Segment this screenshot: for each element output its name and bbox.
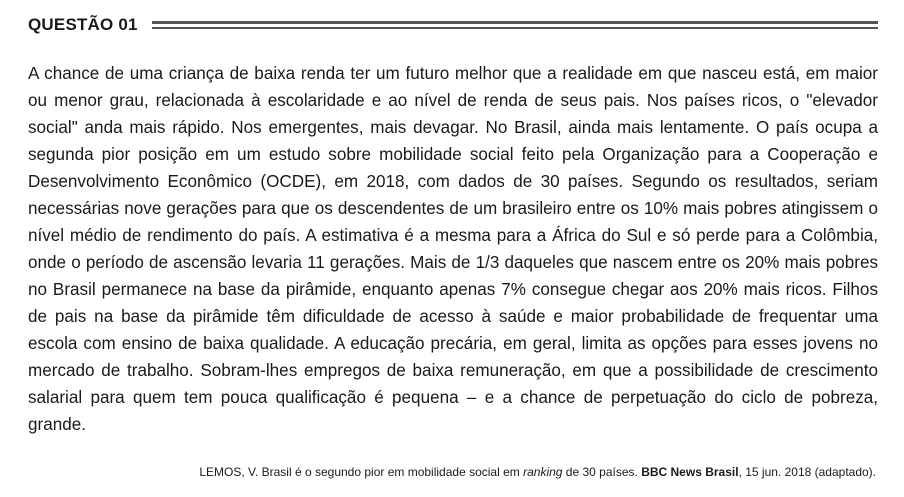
passage-text: A chance de uma criança de baixa renda ter um futuro melhor que a realidade em que nasceu está, em maior ou menor grau, relacionada à escolaridade e ao nível de renda de seus pais. Nos países ricos, o "elevador social" anda mais rápido. Nos emergentes, mais devagar. No Brasil, ainda mais lentamente. O país ocupa a segunda pior posição em um estudo sobre mobilidade social feito pela Organização para a Cooperação e Desenvolvimento Econômico (OCDE), em 2018, com dados de 30 países. Segundo os resultados, seriam necessárias nove gerações para que os descendentes de um brasileiro entre os 10% mais pobres atingissem o nível médio de rendimento do país. A estimativa é a mesma para a África do Sul e só perde para a Colômbia, onde o período de ascensão levaria 11 gerações. Mais de 1/3 daqueles que nascem entre os 20% mais pobres no Brasil permanece na base da pirâmide, enquanto apenas 7% consegue chegar aos 20% mais ricos. Filhos de pais na base da pirâmide têm dificuldade de acesso à saúde e maior probabilidade de frequentar uma escola com ensino de baixa qualidade. A educação precária, em geral, limita as opções para esses jovens no mercado de trabalho. Sobram-lhes empregos de baixa remuneração, em que a possibilidade de crescimento salarial para quem tem pouca qualificação é pequena – e a chance de perpetuação do ciclo de pobreza, grande. xyxy=(28,64,878,434)
question-title: QUESTÃO 01 xyxy=(28,15,138,34)
citation-prefix: LEMOS, V. Brasil é o segundo pior em mobilidade social em xyxy=(199,465,524,479)
question-header xyxy=(28,13,878,37)
citation-italic: ranking xyxy=(523,465,563,479)
citation-suffix: , 15 jun. 2018 (adaptado). xyxy=(738,465,876,479)
source-citation xyxy=(199,464,876,480)
header-divider xyxy=(152,21,878,29)
citation-middle: de 30 países. xyxy=(562,465,642,479)
citation-publisher: BBC News Brasil xyxy=(641,465,739,479)
